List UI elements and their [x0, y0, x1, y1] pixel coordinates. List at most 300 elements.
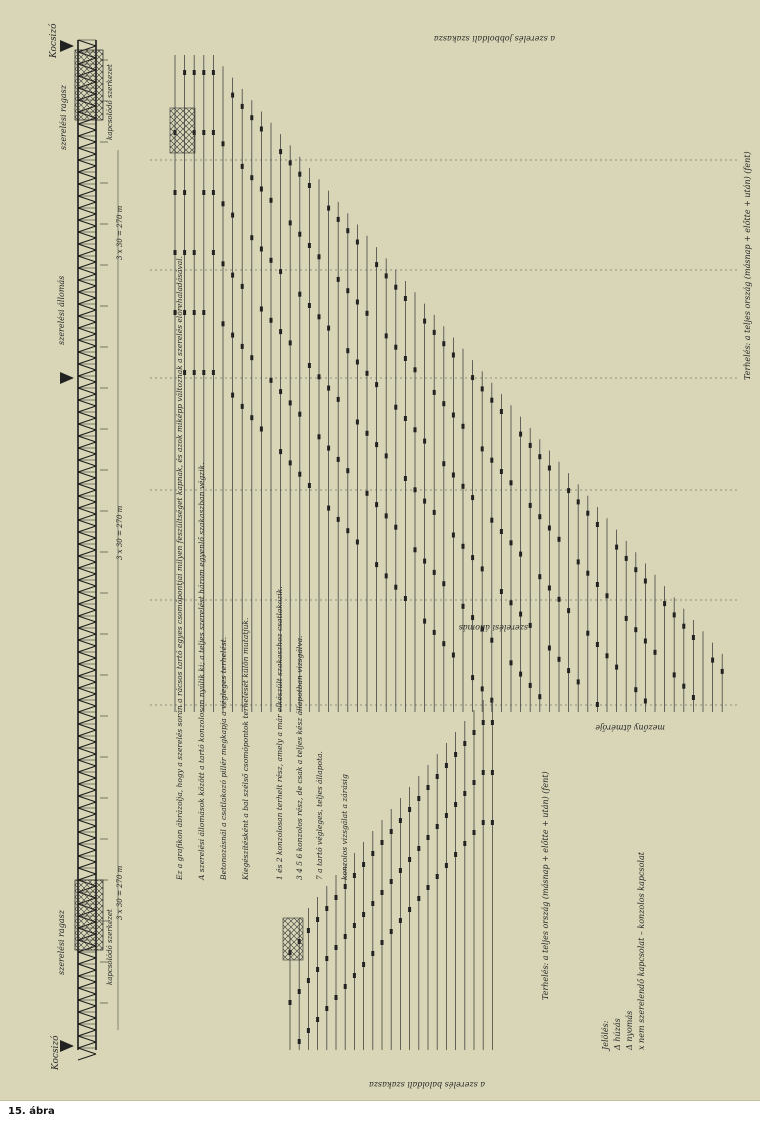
truss-diagonal	[78, 184, 96, 190]
stress-mark	[327, 386, 330, 391]
stress-mark	[596, 702, 599, 707]
stress-mark	[318, 434, 321, 439]
stress-mark	[433, 510, 436, 515]
stress-mark	[222, 201, 225, 206]
stress-mark	[481, 446, 484, 451]
truss-diagonal	[78, 646, 96, 652]
stress-mark	[423, 439, 426, 444]
stress-mark	[408, 807, 411, 812]
stress-mark	[625, 556, 628, 561]
stress-mark	[548, 586, 551, 591]
stress-mark	[298, 1039, 301, 1044]
stress-mark	[481, 566, 484, 571]
stress-mark	[337, 517, 340, 522]
stress-mark	[548, 466, 551, 471]
truss-diagonal	[78, 616, 96, 622]
stress-mark	[183, 70, 186, 75]
stress-mark	[606, 593, 609, 598]
stress-mark	[366, 311, 369, 316]
truss-diagonal	[78, 988, 96, 994]
stress-mark	[538, 574, 541, 579]
stress-mark	[390, 929, 393, 934]
right-end-label: Kocsizó	[49, 23, 59, 58]
stress-mark	[510, 660, 513, 665]
stress-mark	[682, 684, 685, 689]
stress-mark	[510, 540, 513, 545]
truss-diagonal	[78, 622, 96, 628]
truss-diagonal	[78, 598, 96, 604]
stress-mark	[558, 657, 561, 662]
stress-mark	[452, 473, 455, 478]
bottom-header-label: a szerelés baloldali szakasza	[368, 1080, 485, 1089]
stress-mark	[682, 624, 685, 629]
truss-diagonal	[78, 430, 96, 436]
figure-caption: 15. ábra	[8, 1106, 55, 1117]
stress-mark	[327, 506, 330, 511]
truss-diagonal	[78, 460, 96, 466]
stress-mark	[260, 187, 263, 192]
stress-mark	[634, 687, 637, 692]
stress-mark	[394, 345, 397, 350]
bottom-side-caption: Terhelés: a teljes ország (másnap + előtte + után) (fent)	[541, 771, 550, 1000]
stress-mark	[289, 220, 292, 225]
stress-mark	[308, 303, 311, 308]
stress-mark	[519, 552, 522, 557]
stress-mark	[490, 458, 493, 463]
stress-mark	[500, 469, 503, 474]
truss-diagonal	[78, 436, 96, 442]
truss-diagonal	[78, 244, 96, 250]
stress-mark	[414, 547, 417, 552]
stress-mark	[538, 514, 541, 519]
stress-mark	[463, 741, 466, 746]
stress-mark	[241, 164, 244, 169]
truss-diagonal	[78, 688, 96, 694]
stress-mark	[222, 141, 225, 146]
top-load-grid	[175, 55, 722, 712]
stress-mark	[325, 1006, 328, 1011]
truss-diagonal	[78, 148, 96, 154]
stress-mark	[337, 457, 340, 462]
truss-diagonal	[78, 304, 96, 310]
stress-mark	[183, 190, 186, 195]
truss-diagonal	[78, 874, 96, 880]
stress-mark	[298, 232, 301, 237]
top-column-lines	[150, 160, 740, 705]
stress-mark	[260, 427, 263, 432]
stress-mark	[344, 884, 347, 889]
stress-mark	[473, 730, 476, 735]
stress-mark	[366, 431, 369, 436]
stress-mark	[298, 292, 301, 297]
stress-mark	[371, 951, 374, 956]
stress-mark	[250, 175, 253, 180]
truss-diagonal	[78, 406, 96, 412]
stress-mark	[454, 752, 457, 757]
stress-mark	[433, 390, 436, 395]
stress-mark	[308, 243, 311, 248]
stress-mark	[500, 409, 503, 414]
truss-diagonal	[78, 640, 96, 646]
middle-derrick-label: szerelési állomás	[57, 275, 66, 345]
stress-mark	[356, 420, 359, 425]
stress-mark	[463, 791, 466, 796]
legend-item-3: x nem szerelendő kapcsolat – konzolos kapcsolat	[637, 852, 646, 1050]
stress-mark	[344, 934, 347, 939]
stress-mark	[445, 763, 448, 768]
stress-mark	[375, 502, 378, 507]
truss-diagonal	[78, 400, 96, 406]
truss-diagonal	[78, 664, 96, 670]
truss-diagonal	[78, 964, 96, 970]
truss-diagonal	[78, 364, 96, 370]
truss-diagonal	[78, 574, 96, 580]
right-hatch-label: kapcsolódó szerkezet	[106, 64, 114, 140]
stress-mark	[442, 581, 445, 586]
truss-diagonal	[78, 628, 96, 634]
right-derrick-label: szerelési ragasz	[59, 85, 68, 150]
truss-diagonal	[78, 850, 96, 856]
top-hatch-block	[170, 108, 195, 153]
stress-mark	[279, 149, 282, 154]
truss-diagonal	[78, 868, 96, 874]
truss-diagonal	[78, 382, 96, 388]
truss-diagonal	[78, 790, 96, 796]
truss-diagonal	[78, 358, 96, 364]
stress-mark	[490, 518, 493, 523]
legend-item-2: Δ nyomás	[625, 1010, 634, 1050]
truss-diagonal	[78, 1024, 96, 1030]
stress-mark	[427, 885, 430, 890]
stress-mark	[423, 619, 426, 624]
truss-diagonal	[78, 292, 96, 298]
truss-diagonal	[78, 346, 96, 352]
truss-diagonal	[78, 820, 96, 826]
stress-mark	[491, 820, 494, 825]
truss-diagonal	[78, 490, 96, 496]
stress-mark	[519, 672, 522, 677]
truss-diagonal	[78, 268, 96, 274]
legend-block	[601, 851, 646, 1052]
stress-mark	[491, 770, 494, 775]
truss-diagonal	[78, 238, 96, 244]
truss-diagonal	[78, 448, 96, 454]
stress-mark	[212, 250, 215, 255]
truss-diagonal	[78, 322, 96, 328]
stress-mark	[385, 273, 388, 278]
stress-mark	[417, 896, 420, 901]
truss-diagonal	[78, 160, 96, 166]
left-support-arrow-icon	[60, 1040, 74, 1052]
truss-diagonal	[78, 502, 96, 508]
stress-mark	[231, 213, 234, 218]
stress-mark	[567, 608, 570, 613]
stress-mark	[404, 296, 407, 301]
stress-mark	[193, 310, 196, 315]
truss-diagonal	[78, 478, 96, 484]
stress-mark	[462, 544, 465, 549]
truss-diagonal	[78, 1054, 96, 1060]
truss-diagonal	[78, 1048, 96, 1054]
stress-mark	[241, 104, 244, 109]
left-hatch-label: kapcsolódó szerkezet	[106, 909, 114, 985]
truss-diagonal	[78, 610, 96, 616]
stress-mark	[270, 378, 273, 383]
left-derrick-label: szerelési ragasz	[57, 910, 66, 975]
stress-mark	[567, 668, 570, 673]
truss-diagonal	[78, 676, 96, 682]
stress-mark	[596, 582, 599, 587]
stress-mark	[529, 623, 532, 628]
segment-dim-1: 3 x 30 = 270 m	[116, 205, 124, 260]
truss-diagonal	[78, 232, 96, 238]
stress-mark	[327, 446, 330, 451]
stress-mark	[394, 585, 397, 590]
truss-diagonal	[78, 838, 96, 844]
legend-item-1: Δ húzás	[613, 1018, 622, 1050]
stress-mark	[335, 995, 338, 1000]
stress-mark	[404, 356, 407, 361]
stress-mark	[279, 269, 282, 274]
stress-mark	[381, 940, 384, 945]
truss-diagonal	[78, 694, 96, 700]
circle-label-2: 3 4 5 6 konzolos rész, de csak a teljes kész állapotban vizsgálva.	[295, 635, 304, 880]
truss-diagonal	[78, 226, 96, 232]
stress-mark	[615, 665, 618, 670]
truss-diagonal	[78, 1000, 96, 1006]
stress-mark	[490, 398, 493, 403]
stress-mark	[279, 329, 282, 334]
stress-mark	[289, 340, 292, 345]
stress-mark	[316, 1017, 319, 1022]
stress-mark	[615, 545, 618, 550]
stress-mark	[356, 540, 359, 545]
stress-mark	[452, 533, 455, 538]
truss-diagonal	[78, 634, 96, 640]
stress-mark	[436, 824, 439, 829]
stress-mark	[371, 851, 374, 856]
stress-mark	[548, 646, 551, 651]
stress-mark	[353, 973, 356, 978]
truss-diagonal	[78, 982, 96, 988]
stress-mark	[663, 601, 666, 606]
stress-mark	[231, 273, 234, 278]
stress-mark	[174, 250, 177, 255]
stress-mark	[318, 374, 321, 379]
middle-support-arrow-icon	[60, 372, 74, 384]
stress-mark	[193, 70, 196, 75]
stress-mark	[529, 443, 532, 448]
stress-mark	[260, 247, 263, 252]
truss-diagonal	[78, 994, 96, 1000]
truss-diagonal	[78, 778, 96, 784]
stress-mark	[721, 669, 724, 674]
stress-mark	[586, 571, 589, 576]
stress-mark	[394, 285, 397, 290]
stress-mark	[346, 528, 349, 533]
truss-diagonal	[78, 682, 96, 688]
stress-mark	[202, 70, 205, 75]
stress-mark	[404, 416, 407, 421]
stress-mark	[644, 699, 647, 704]
stress-mark	[307, 928, 310, 933]
stress-mark	[442, 341, 445, 346]
stress-mark	[390, 829, 393, 834]
truss-diagonal	[78, 418, 96, 424]
truss-diagonal	[78, 712, 96, 718]
stress-mark	[634, 627, 637, 632]
stress-mark	[356, 240, 359, 245]
stress-mark	[510, 600, 513, 605]
top-header-label: a szerelés jobboldali szakasza	[433, 34, 555, 43]
truss-diagonal	[78, 1030, 96, 1036]
stress-mark	[308, 183, 311, 188]
top-stress-marks	[174, 70, 724, 707]
stress-mark	[308, 483, 311, 488]
truss-diagonal	[78, 526, 96, 532]
stress-mark	[375, 562, 378, 567]
stress-mark	[202, 130, 205, 135]
stress-mark	[250, 415, 253, 420]
truss-diagonal	[78, 724, 96, 730]
stress-mark	[337, 277, 340, 282]
truss-diagonal	[78, 1042, 96, 1048]
truss-diagonal	[78, 754, 96, 760]
bottom-hatch-block	[283, 918, 303, 960]
left-cart-label: Kocsizó	[51, 1035, 61, 1070]
segment-dim-3: 3 x 30 = 270 m	[116, 865, 124, 920]
stress-mark	[510, 480, 513, 485]
truss-diagonal	[78, 1006, 96, 1012]
stress-mark	[427, 835, 430, 840]
stress-mark	[241, 404, 244, 409]
stress-mark	[362, 962, 365, 967]
stress-mark	[318, 314, 321, 319]
stress-mark	[289, 460, 292, 465]
stress-mark	[381, 840, 384, 845]
truss-diagonal	[78, 784, 96, 790]
truss-diagonal	[78, 388, 96, 394]
stress-mark	[519, 432, 522, 437]
stress-mark	[481, 386, 484, 391]
truss-diagonal	[78, 250, 96, 256]
stress-mark	[356, 360, 359, 365]
stress-mark	[482, 770, 485, 775]
truss-diagonal	[78, 262, 96, 268]
truss-diagonal	[78, 772, 96, 778]
stress-mark	[212, 70, 215, 75]
truss-diagonal	[78, 658, 96, 664]
stress-mark	[260, 127, 263, 132]
stress-mark	[394, 405, 397, 410]
stress-mark	[404, 596, 407, 601]
truss-diagonal	[78, 952, 96, 958]
stress-mark	[222, 261, 225, 266]
stress-mark	[353, 873, 356, 878]
stress-mark	[596, 522, 599, 527]
stress-mark	[260, 307, 263, 312]
note-paragraph-4: Kiegészítésként a bal szélső csomópontok terhelését külön mutatjuk.	[241, 617, 250, 880]
truss-diagonal	[78, 442, 96, 448]
stress-mark	[362, 912, 365, 917]
pointer-label: szerelési állomás	[458, 623, 528, 632]
stress-mark	[654, 650, 657, 655]
truss-diagonal	[78, 862, 96, 868]
stress-mark	[500, 589, 503, 594]
stress-mark	[692, 635, 695, 640]
stress-mark	[423, 559, 426, 564]
stress-mark	[452, 653, 455, 658]
stress-mark	[270, 198, 273, 203]
truss-diagonal	[78, 592, 96, 598]
stress-mark	[307, 1028, 310, 1033]
stress-mark	[327, 326, 330, 331]
segment-dim-2: 3 x 30 = 270 m	[116, 505, 124, 560]
truss-diagonal	[78, 394, 96, 400]
stress-mark	[212, 370, 215, 375]
stress-mark	[500, 529, 503, 534]
truss-diagonal	[78, 700, 96, 706]
stress-mark	[385, 453, 388, 458]
stress-mark	[193, 250, 196, 255]
stress-mark	[529, 683, 532, 688]
stress-mark	[538, 454, 541, 459]
stress-mark	[307, 978, 310, 983]
truss-diagonal	[78, 190, 96, 196]
stress-mark	[519, 612, 522, 617]
stress-mark	[250, 235, 253, 240]
stress-mark	[454, 852, 457, 857]
top-side-caption: Terhelés: a teljes ország (másnap + előtte + után) (fent)	[743, 151, 752, 380]
stress-mark	[325, 906, 328, 911]
stress-mark	[491, 720, 494, 725]
stress-mark	[606, 653, 609, 658]
stress-mark	[316, 917, 319, 922]
stress-mark	[586, 511, 589, 516]
bottom-field-label: mezőny átmérője	[595, 723, 665, 732]
truss-diagonal	[78, 718, 96, 724]
stress-mark	[463, 841, 466, 846]
stress-mark	[445, 863, 448, 868]
truss-diagonal	[78, 586, 96, 592]
stress-mark	[625, 616, 628, 621]
truss-diagonal	[78, 508, 96, 514]
stress-mark	[375, 442, 378, 447]
stress-mark	[558, 597, 561, 602]
stress-mark	[442, 401, 445, 406]
stress-mark	[417, 846, 420, 851]
stress-mark	[644, 639, 647, 644]
stress-mark	[356, 300, 359, 305]
stress-mark	[471, 495, 474, 500]
circle-label-1: 1 és 2 konzolosan terhelt rész, amely a már elkészült szakaszhoz csatlakozik.	[275, 586, 284, 880]
stress-mark	[399, 818, 402, 823]
truss-diagonal	[78, 844, 96, 850]
stress-mark	[454, 802, 457, 807]
truss-diagonal	[78, 196, 96, 202]
stress-mark	[279, 389, 282, 394]
stress-mark	[371, 901, 374, 906]
stress-mark	[481, 686, 484, 691]
stress-mark	[298, 472, 301, 477]
stress-mark	[673, 612, 676, 617]
stress-mark	[335, 895, 338, 900]
stress-mark	[423, 319, 426, 324]
stress-mark	[473, 780, 476, 785]
stress-mark	[346, 468, 349, 473]
truss-diagonal	[78, 328, 96, 334]
truss-diagonal	[78, 286, 96, 292]
